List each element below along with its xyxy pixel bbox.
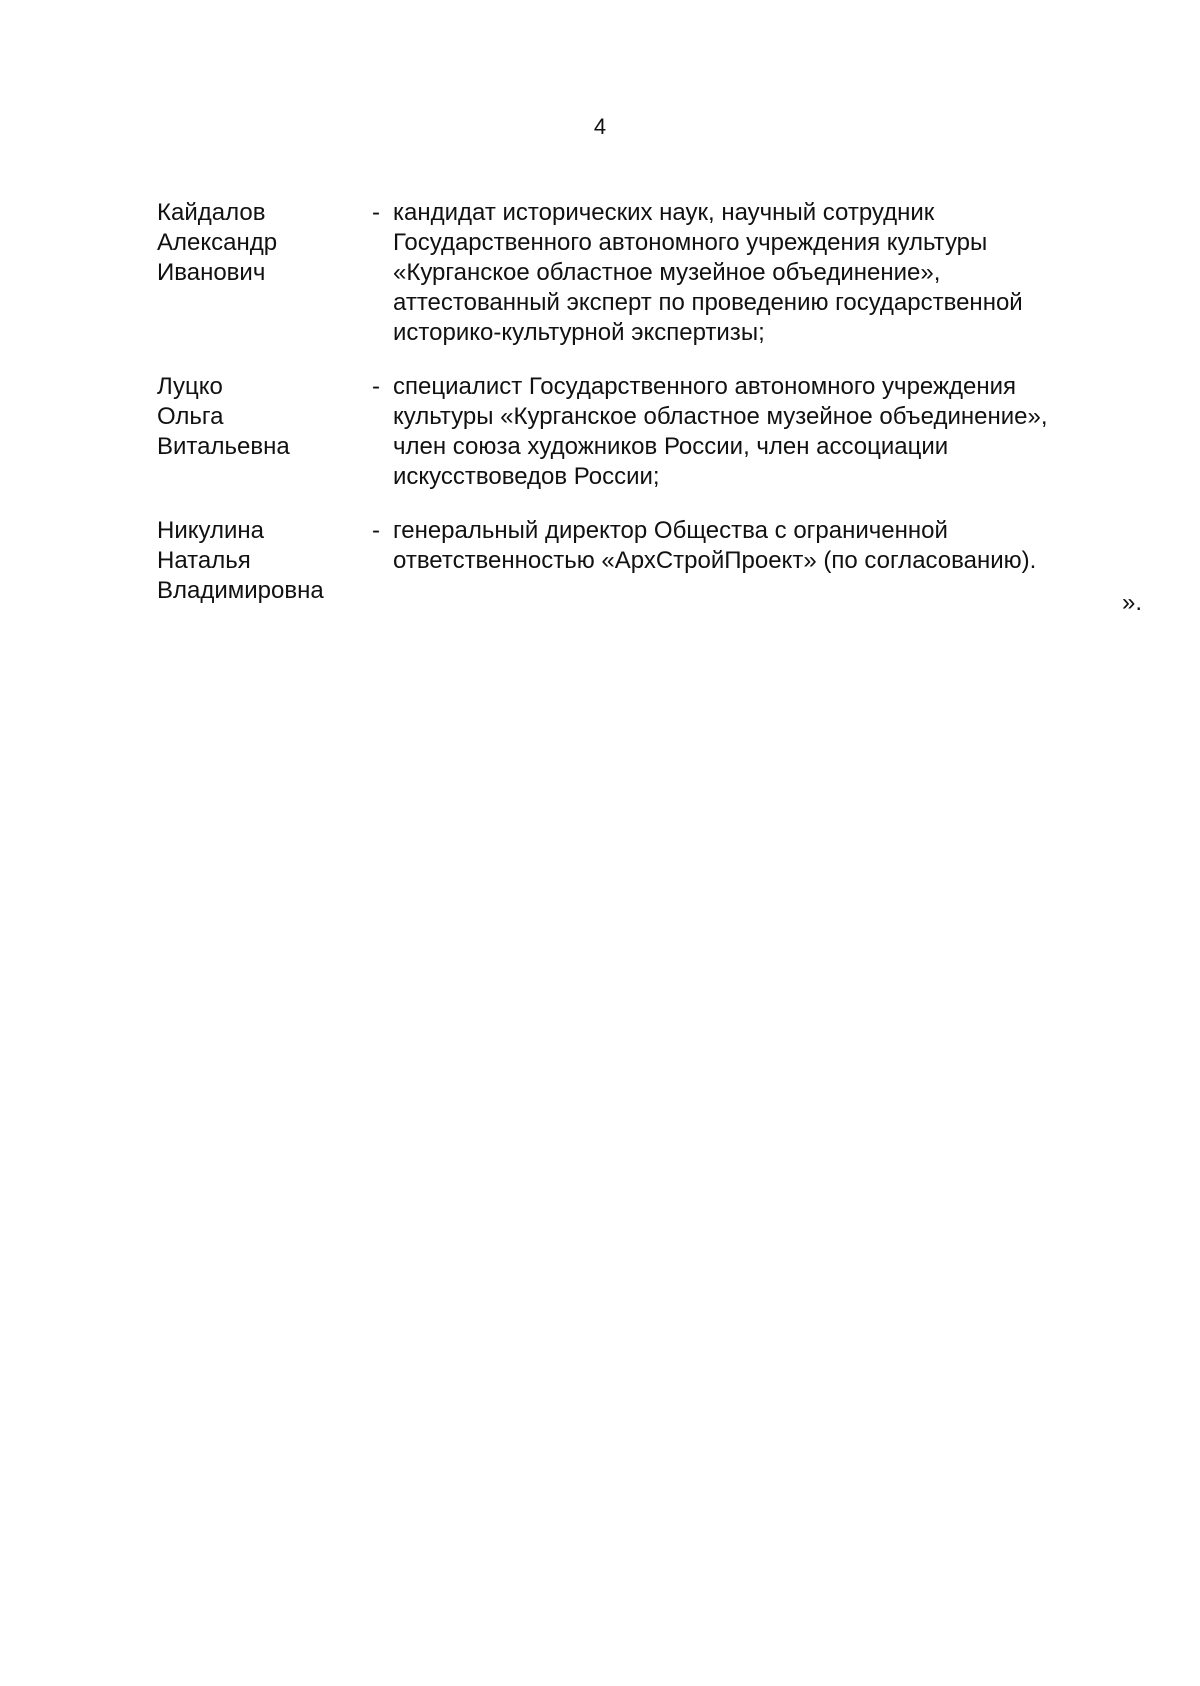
member-entry: [157, 372, 1137, 492]
description-line: ответственностью «АрхСтройПроект» (по согласованию).: [393, 547, 1037, 574]
member-entry: [157, 516, 1137, 606]
member-name: [157, 372, 372, 462]
member-dash: -: [372, 517, 380, 544]
member-surname: Никулина: [157, 517, 264, 544]
member-description: [393, 372, 1123, 492]
member-surname: Кайдалов: [157, 199, 266, 226]
description-line: культуры «Курганское областное музейное объединение»,: [393, 403, 1048, 430]
member-name: [157, 516, 372, 606]
member-first-name: Наталья: [157, 547, 251, 574]
member-patronymic: Витальевна: [157, 433, 290, 460]
member-first-name: Ольга: [157, 403, 224, 430]
member-first-name: Александр: [157, 229, 278, 256]
description-line: кандидат исторических наук, научный сотрудник: [393, 199, 935, 226]
description-line: генеральный директор Общества с ограниченной: [393, 517, 948, 544]
member-name: [157, 198, 372, 288]
description-line: член союза художников России, член ассоциации: [393, 433, 949, 460]
closing-quote-mark: ».: [1122, 589, 1143, 616]
description-line: аттестованный эксперт по проведению государственной: [393, 289, 1023, 316]
member-list: [157, 198, 1137, 630]
description-line: «Курганское областное музейное объединение»,: [393, 259, 941, 286]
page-number: 4: [593, 114, 607, 139]
member-entry: [157, 198, 1137, 348]
member-description: [393, 516, 1123, 576]
description-line: Государственного автономного учреждения культуры: [393, 229, 988, 256]
description-line: искусствоведов России;: [393, 463, 660, 490]
member-description: [393, 198, 1123, 348]
member-dash: -: [372, 373, 380, 400]
description-line: историко-культурной экспертизы;: [393, 319, 765, 346]
member-patronymic: Иванович: [157, 259, 266, 286]
description-line: специалист Государственного автономного учреждения: [393, 373, 1017, 400]
member-patronymic: Владимировна: [157, 577, 324, 604]
member-surname: Луцко: [157, 373, 223, 400]
member-dash: -: [372, 199, 380, 226]
